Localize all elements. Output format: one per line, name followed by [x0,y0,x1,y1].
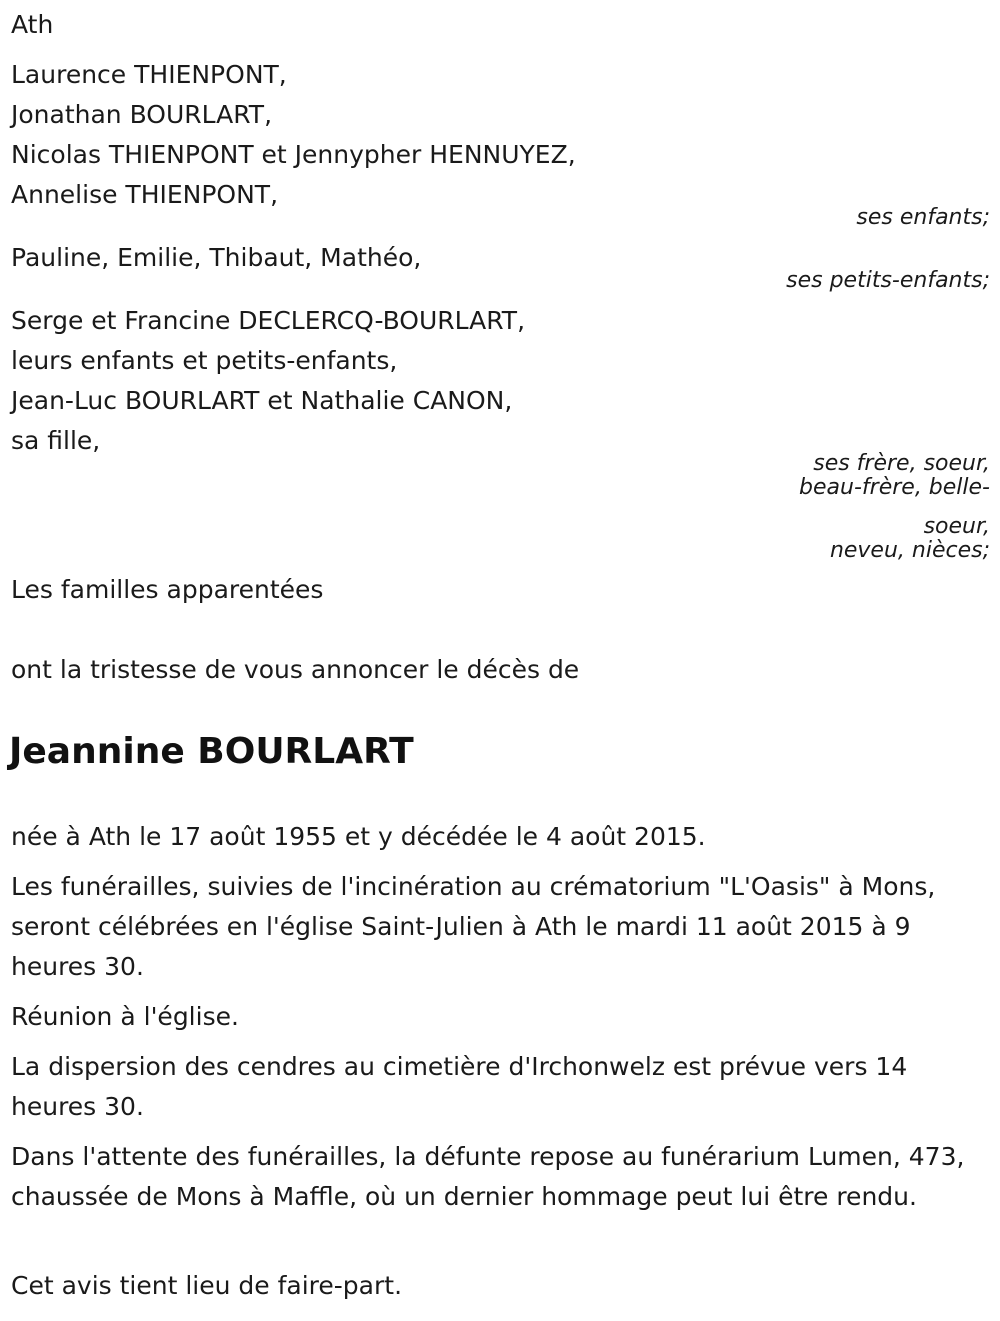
announcement-text: ont la tristesse de vous annoncer le décès de [11,655,580,684]
grandchildren-names: Pauline, Emilie, Thibaut, Mathéo, [11,243,422,272]
birth-death-paragraph: née à Ath le 17 août 1955 et y décédée le 4 août 2015. [11,822,706,851]
sibling-line-4: sa fille, [11,426,101,455]
siblings-role-line-2: beau-frère, belle- [799,475,990,500]
children-role: ses enfants; [856,205,990,230]
location-text: Ath [11,10,54,39]
ash-dispersion-paragraph: La dispersion des cendres au cimetière d'Irchonwelz est prévue vers 14 heures 30. [11,1052,908,1121]
siblings-role-line-4: neveu, nièces; [829,538,990,563]
siblings-role-line-1: ses frère, soeur, [813,451,990,476]
sibling-line-3: Jean-Luc BOURLART et Nathalie CANON, [11,386,513,415]
sibling-line-1: Serge et Francine DECLERCQ-BOURLART, [11,306,526,335]
meeting-paragraph: Réunion à l'église. [11,1002,239,1031]
deceased-name: Jeannine BOURLART [9,731,414,772]
funeral-paragraph: Les funérailles, suivies de l'incinération au crématorium "L'Oasis" à Mons, seront célébrées en l'église Saint-Julien à Ath le mardi 11 août 2015 à 9 heures 30. [11,872,936,981]
child-name-4: Annelise THIENPONT, [11,180,279,209]
child-name-3: Nicolas THIENPONT et Jennypher HENNUYEZ, [11,140,576,169]
families-text: Les familles apparentées [11,575,324,604]
sibling-line-2: leurs enfants et petits-enfants, [11,346,398,375]
siblings-role-line-3: soeur, [923,514,990,539]
child-name-2: Jonathan BOURLART, [11,100,273,129]
child-name-1: Laurence THIENPONT, [11,60,287,89]
notice-paragraph: Cet avis tient lieu de faire-part. [11,1271,403,1300]
grandchildren-role: ses petits-enfants; [786,268,990,293]
funeral-home-paragraph: Dans l'attente des funérailles, la défunte repose au funérarium Lumen, 473, chaussée de Mons à Maffle, où un dernier hommage peut lui être rendu. [11,1142,965,1211]
